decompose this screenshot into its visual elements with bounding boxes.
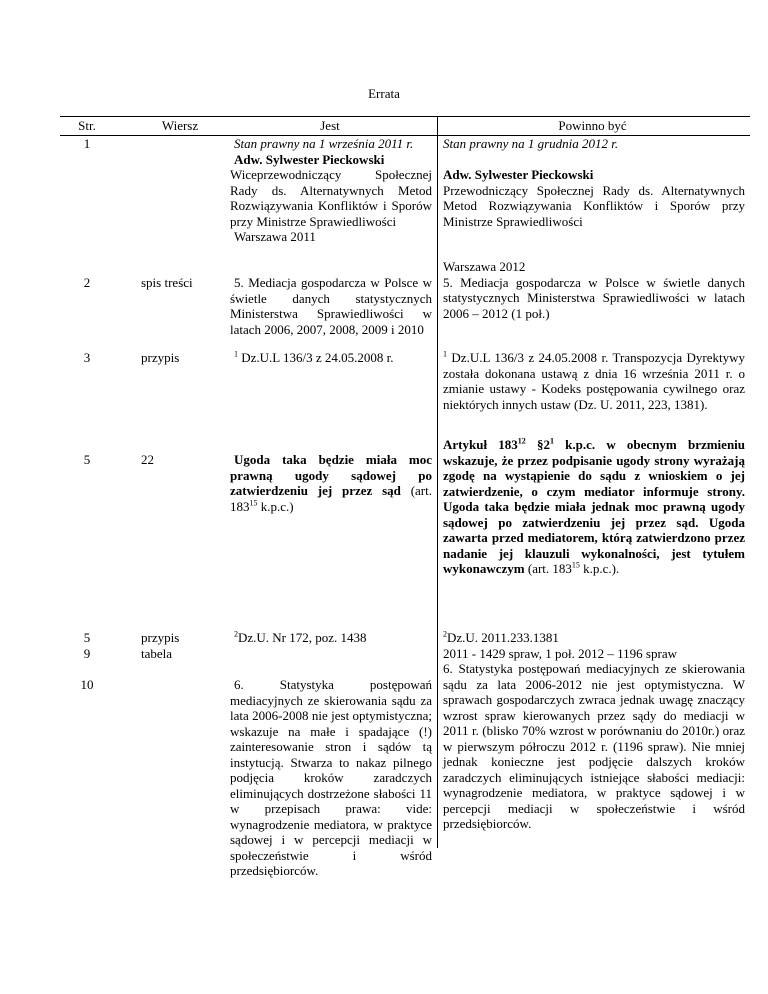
- row-4-str: 5: [83, 452, 91, 467]
- powinno-author-name: Adw. Sylwester Pieckowski: [443, 167, 594, 182]
- powinno-row-7: 6. Statystyka postępowań mediacyjnych ze skierowania sądu za lata 2006-2012 nie jest optymistyczna. W sprawach gospodarczych zwraca jednak uwagę znaczący wzrost spraw kierowanych przez sądy do mediacji w 2011 r. (blisko 70% wzrost w porównaniu do 2010r.) oraz w pierwszym półroczu 2012 r. (1196 spraw). Nie mniej jednak konieczne jest podjęcie dalszych kroków zaradczych eliminujących istniejące słabości mediacji: wynagrodzenie mediatora, w praktyce sądowej i w percepcji mediacji w społeczeństwie i wśród przedsiębiorców.: [443, 661, 745, 831]
- row-2-str: 2: [83, 275, 91, 290]
- row-4-wiersz: 22: [141, 452, 154, 467]
- row-2-wiersz: spis treści: [141, 275, 193, 290]
- jest-date: Stan prawny na 1 września 2011 r.: [234, 136, 414, 151]
- jest-row-4: Ugoda taka będzie miała moc prawną ugody sądowej po zatwierdzeniu jej przez sąd (art. $183^{15}$ k.p.c.): [230, 452, 432, 514]
- powinno-row-2: Warszawa 2012 5. Mediacja gospodarcza w Polsce w świetle danych statystycznych Ministerstwa Sprawiedliwości w latach 2006 – 2012 (1 poł.): [443, 259, 745, 321]
- row-7-str: 10: [80, 677, 94, 692]
- row-5-wiersz: przypis: [141, 630, 180, 645]
- column-divider: [437, 117, 438, 848]
- powinno-date: Stan prawny na 1 grudnia 2012 r.: [443, 136, 619, 151]
- header-jest: Jest: [320, 118, 340, 133]
- powinno-row-4: Artykuł $183^{12}$ $\S 2^1$ k.p.c. w obecnym brzmieniu wskazuje, że przez podpisanie ugody strony wyrażają zgodę na wystąpienie do sądu z wnioskiem o jej zatwierdzenie, o czym mediator informuje strony. Ugoda taka będzie miała jednak moc prawną ugody sądowej po zatwierdzeniu jej przez sąd. Ugoda zawarta przed mediatorem, którą zatwierdzono przez nadanie jej klauzuli wykonalności, jest tytułem wykonawczym (art. $183^{15}$ k.p.c.).: [443, 436, 746, 576]
- powinno-row-1: [443, 136, 745, 229]
- jest-row-7: 6. Statystyka postępowań mediacyjnych ze skierowania sądu za lata 2006-2008 nie jest optymistyczna; wskazuje na małe i spadające (!) zainteresowanie stron i sądów tą instytucją. Stwarza to nakaz pilnego podjęcia kroków zaradczych eliminujących dostrzeżone słabości 11 w przepisach prawa: vide: wynagrodzenie mediatora, w praktyce sądowej i w percepcji mediacji w społeczeństwie i wśród przedsiębiorców.: [230, 677, 432, 878]
- jest-place-year: Warszawa 2011: [234, 229, 316, 244]
- header-str: Str.: [78, 118, 96, 133]
- jest-row-2: 5. Mediacja gospodarcza w Polsce w świetle danych statystycznych Ministerstwa Sprawiedliwości w latach 2006, 2007, 2008, 2009 i 2010: [230, 275, 432, 337]
- row-3-wiersz: przypis: [141, 350, 180, 365]
- jest-row-5: $^2$Dz.U. Nr 172, poz. 1438: [234, 629, 367, 645]
- powinno-row-6: 2011 - 1429 spraw, 1 poł. 2012 – 1196 spraw: [443, 645, 677, 661]
- powinno-row-3: $^1$ Dz.U.L 136/3 z 24.05.2008 r. Transpozycja Dyrektywy została dokonana ustawą z dnia 16 września 2011 r. o zmianie ustawy - Kodeks postępowania cywilnego oraz niektórych innych ustaw (Dz. U. 2011, 223, 1381).: [443, 349, 745, 412]
- row-6-str: 9: [83, 646, 91, 661]
- header-wiersz: Wiersz: [161, 118, 199, 133]
- powinno-place-year: Warszawa 2012: [443, 259, 526, 274]
- row-6-wiersz: tabela: [141, 646, 173, 661]
- page-title: Errata: [368, 86, 400, 101]
- row-1-str: 1: [83, 136, 91, 151]
- powinno-author-role: Przewodniczący Społecznej Rady ds. Alternatywnych Metod Rozwiązywania Konfliktów i Sporów przy Ministrze Sprawiedliwości: [443, 182, 745, 229]
- jest-row-1: [230, 136, 432, 245]
- header-powinno: Powinno być: [558, 118, 627, 133]
- row-5-str: 5: [83, 630, 91, 645]
- row-3-str: 3: [83, 350, 91, 365]
- jest-author-name: Adw. Sylwester Pieckowski: [234, 151, 385, 167]
- jest-row-3: $^1$ Dz.U.L 136/3 z 24.05.2008 r.: [234, 349, 394, 365]
- powinno-row-5: $^2$Dz.U. 2011.233.1381 2011 - 1429 spraw, 1 poł. 2012 – 1196 spraw 6. Statystyka postępowań mediacyjnych ze skierowania sądu za lata 2006-2012 nie jest optymistyczna. W sprawach gospodarczych zwraca jednak uwagę znaczący wzrost spraw kierowanych przez sądy do mediacji w 2011 r. (blisko 70% wzrost w porównaniu do 2010r.) oraz w pierwszym półroczu 2012 r. (1196 spraw). Nie mniej jednak konieczne jest podjęcie dalszych kroków zaradczych eliminujących istniejące słabości mediacji: wynagrodzenie mediatora, w praktyce sądowej i w percepcji mediacji w społeczeństwie i wśród przedsiębiorców.: [443, 629, 745, 831]
- jest-author-role: Wiceprzewodniczący Społecznej Rady ds. Alternatywnych Metod Rozwiązywania Konfliktów i Sporów przy Ministrze Sprawiedliwości: [230, 167, 432, 229]
